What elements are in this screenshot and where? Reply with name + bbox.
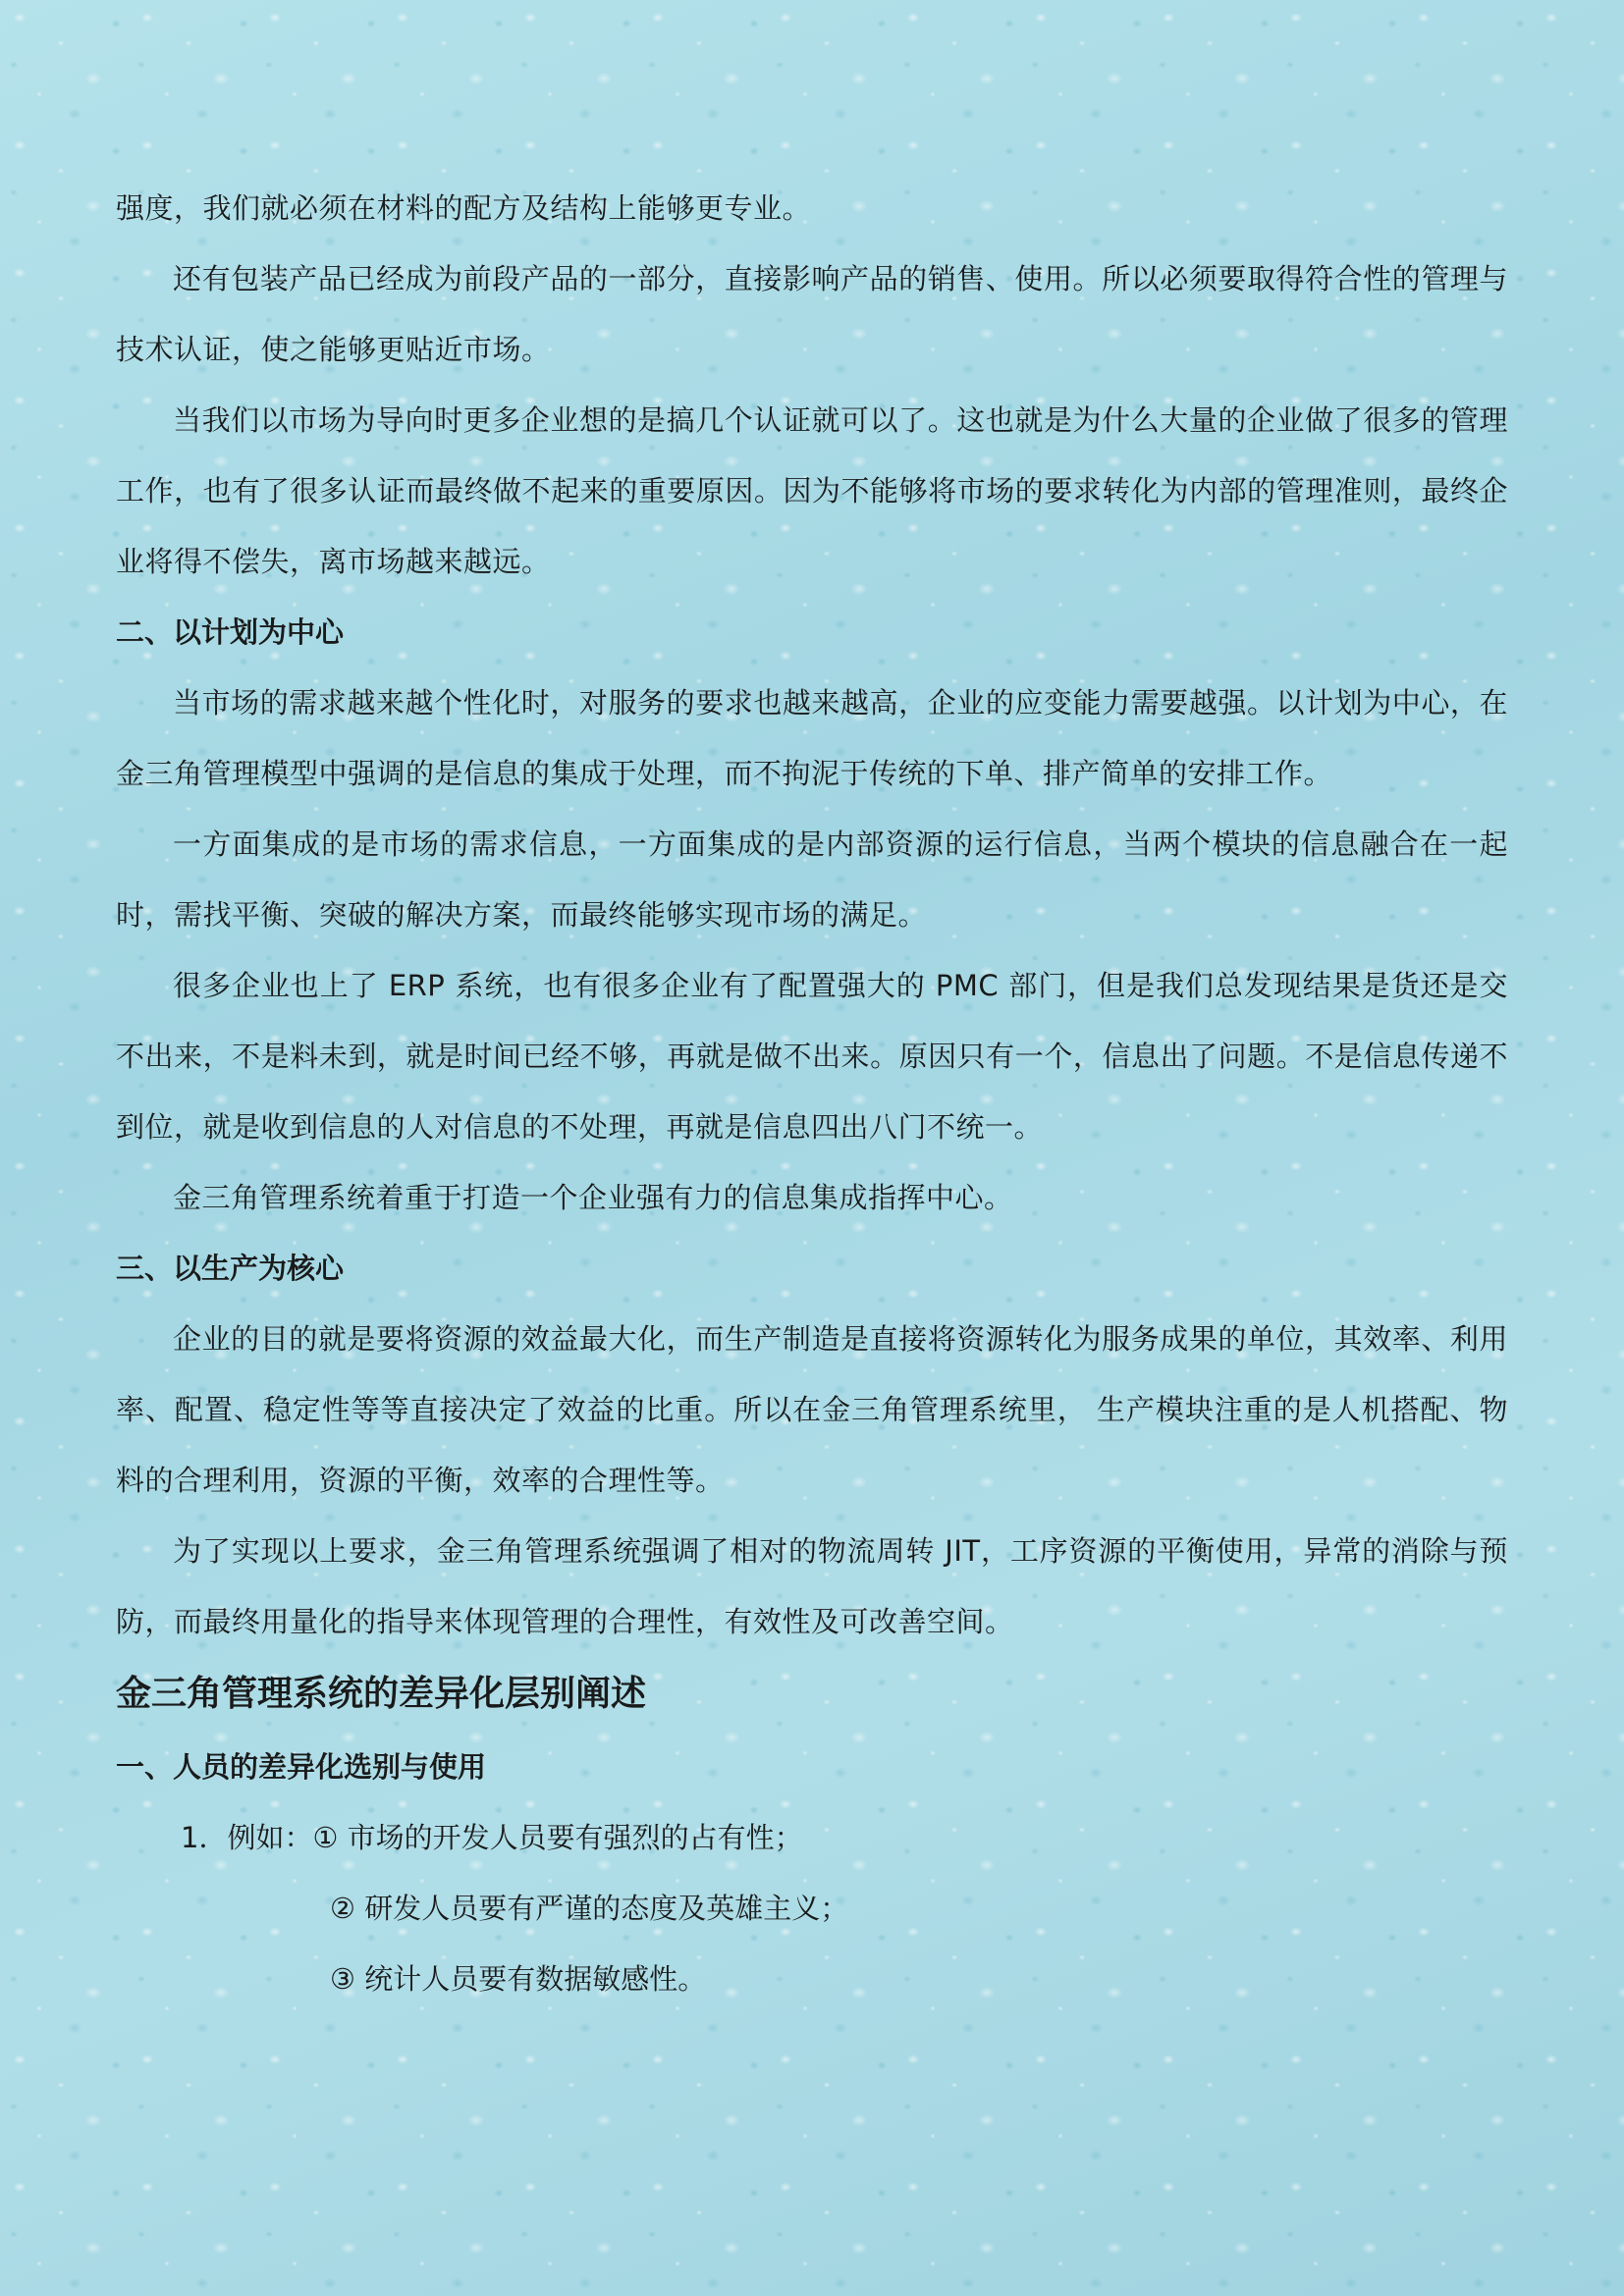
paragraph: 还有包装产品已经成为前段产品的一部分，直接影响产品的销售、使用。所以必须要取得符合性的管理与技术认证，使之能够更贴近市场。 (116, 262, 1508, 366)
section-heading-production: 三、以生产为核心 (116, 1252, 345, 1285)
document-page (116, 173, 1508, 2014)
list-item (116, 1873, 1508, 1944)
chapter-title: 金三角管理系统的差异化层别阐述 (116, 1674, 647, 1714)
list-prefix: 1．例如： (181, 1821, 313, 1854)
list-item (116, 1802, 1508, 1873)
list-item-text: ② 研发人员要有严谨的态度及英雄主义； (330, 1892, 849, 1925)
list-item-text: ③ 统计人员要有数据敏感性。 (330, 1962, 707, 1996)
paragraph: 金三角管理系统着重于打造一个企业强有力的信息集成指挥中心。 (173, 1181, 1013, 1214)
paragraph: 当市场的需求越来越个性化时，对服务的要求也越来越高，企业的应变能力需要越强。以计划为中心，在金三角管理模型中强调的是信息的集成于处理，而不拘泥于传统的下单、排产简单的安排工作。 (116, 686, 1508, 790)
paragraph: 一方面集成的是市场的需求信息，一方面集成的是内部资源的运行信息，当两个模块的信息融合在一起时，需找平衡、突破的解决方案，而最终能够实现市场的满足。 (116, 828, 1508, 932)
paragraph: 当我们以市场为导向时更多企业想的是搞几个认证就可以了。这也就是为什么大量的企业做了很多的管理工作，也有了很多认证而最终做不起来的重要原因。因为不能够将市场的要求转化为内部的管理准则，最终企业将得不偿失，离市场越来越远。 (116, 403, 1508, 578)
paragraph: 很多企业也上了 ERP 系统，也有很多企业有了配置强大的 PMC 部门，但是我们总发现结果是货还是交不出来，不是料未到，就是时间已经不够，再就是做不出来。原因只有一个，信息出了问题。不是信息传递不到位，就是收到信息的人对信息的不处理，再就是信息四出八门不统一。 (116, 969, 1508, 1144)
section-heading-plan: 二、以计划为中心 (116, 615, 345, 649)
list-item-text: ① 市场的开发人员要有强烈的占有性； (312, 1821, 803, 1854)
section-heading-people: 一、人员的差异化选别与使用 (116, 1750, 487, 1784)
paragraph: 为了实现以上要求，金三角管理系统强调了相对的物流周转 JIT，工序资源的平衡使用，异常的消除与预防，而最终用量化的指导来体现管理的合理性，有效性及可改善空间。 (116, 1534, 1508, 1638)
list-item (116, 1944, 1508, 2014)
paragraph: 强度，我们就必须在材料的配方及结构上能够更专业。 (116, 191, 812, 225)
paragraph: 企业的目的就是要将资源的效益最大化，而生产制造是直接将资源转化为服务成果的单位，其效率、利用率、配置、稳定性等等直接决定了效益的比重。所以在金三角管理系统里， 生产模块注重的是人机搭配、物料的合理利用，资源的平衡，效率的合理性等。 (116, 1322, 1508, 1497)
